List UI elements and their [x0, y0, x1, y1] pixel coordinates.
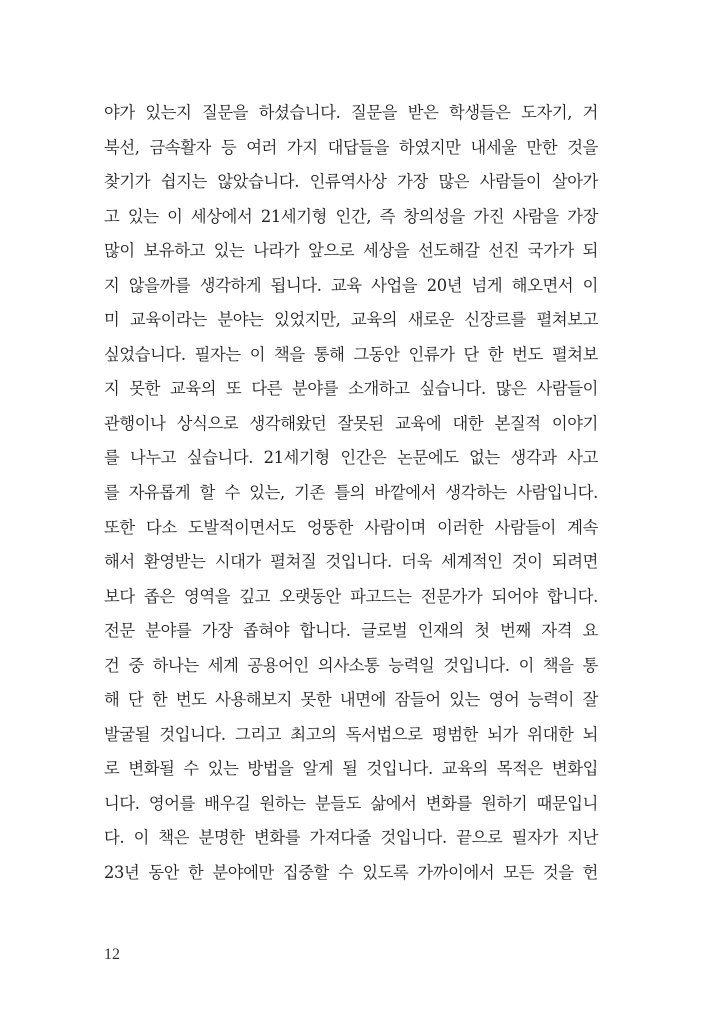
text-line-22: 다. 이 책은 분명한 변화를 가져다줄 것입니다. 끝으로 필자가 지난 [104, 828, 598, 848]
text-line-7: 미 교육이라는 분야는 있었지만, 교육의 새로운 신장르를 펼쳐보고 [104, 310, 598, 330]
text-line-8: 싶었습니다. 필자는 이 책을 통해 그동안 인류가 단 한 번도 펼쳐보 [104, 344, 598, 364]
text-line-9: 지 못한 교육의 또 다른 분야를 소개하고 싶습니다. 많은 사람들이 [104, 379, 598, 399]
text-line-6: 지 않을까를 생각하게 됩니다. 교육 사업을 20년 넘게 해오면서 이 [104, 275, 598, 295]
text-line-18: 해 단 한 번도 사용해보지 못한 내면에 잠들어 있는 영어 능력이 잘 [104, 690, 598, 710]
text-line-21: 니다. 영어를 배우길 원하는 분들도 삶에서 변화를 원하기 때문입니 [104, 793, 598, 813]
text-line-11: 를 나누고 싶습니다. 21세기형 인간은 논문에도 없는 생각과 사고 [104, 448, 598, 468]
text-line-19: 발굴될 것입니다. 그리고 최고의 독서법으로 평범한 뇌가 위대한 뇌 [104, 724, 598, 744]
text-line-23: 23년 동안 한 분야에만 집중할 수 있도록 가까이에서 모든 것을 헌 [104, 863, 598, 883]
body-text [104, 96, 598, 891]
text-line-1: 야가 있는지 질문을 하셨습니다. 질문을 받은 학생들은 도자기, 거 [104, 103, 598, 122]
text-line-20: 로 변화될 수 있는 방법을 알게 될 것입니다. 교육의 목적은 변화입 [104, 759, 598, 779]
text-line-17: 건 중 하나는 세계 공용어인 의사소통 능력일 것입니다. 이 책을 통 [104, 655, 598, 675]
text-line-13: 또한 다소 도발적이면서도 엉뚱한 사람이며 이러한 사람들이 계속 [104, 517, 598, 537]
text-line-3: 찾기가 쉽지는 않았습니다. 인류역사상 가장 많은 사람들이 살아가 [104, 172, 598, 192]
text-line-2: 북선, 금속활자 등 여러 가지 대답들을 하였지만 내세울 만한 것을 [104, 137, 598, 157]
text-line-4: 고 있는 이 세상에서 21세기형 인간, 즉 창의성을 가진 사람을 가장 [104, 206, 598, 226]
text-line-10: 관행이나 상식으로 생각해왔던 잘못된 교육에 대한 본질적 이야기 [104, 413, 598, 433]
text-line-5: 많이 보유하고 있는 나라가 앞으로 세상을 선도해갈 선진 국가가 되 [104, 241, 598, 261]
text-line-12: 를 자유롭게 할 수 있는, 기존 틀의 바깥에서 생각하는 사람입니다. [104, 483, 598, 503]
text-line-15: 보다 좁은 영역을 깊고 오랫동안 파고드는 전문가가 되어야 합니다. [104, 586, 598, 606]
page-number: 12 [104, 946, 120, 963]
text-line-14: 해서 환영받는 시대가 펼쳐질 것입니다. 더욱 세계적인 것이 되려면 [104, 552, 598, 572]
text-line-16: 전문 분야를 가장 좁혀야 합니다. 글로벌 인재의 첫 번째 자격 요 [104, 621, 598, 641]
